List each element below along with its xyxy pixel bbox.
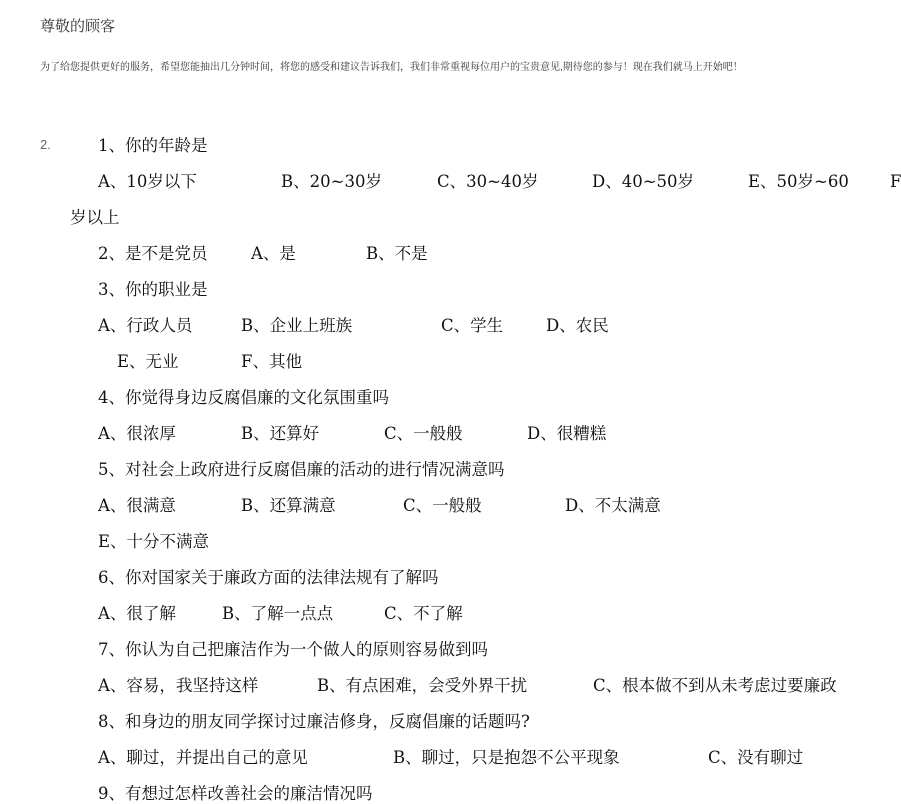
q1-option-d: D、40~50岁 (592, 172, 695, 191)
q7-option-a: A、容易，我坚持这样 (98, 676, 259, 695)
q4-option-d: D、很糟糕 (527, 424, 607, 443)
q5-option-e: E、十分不满意 (98, 532, 210, 551)
q1-option-c: C、30~40岁 (437, 172, 539, 191)
q5-option-b: B、还算满意 (241, 496, 336, 515)
q6-option-b: B、了解一点点 (222, 604, 334, 623)
q1-option-b: B、20~30岁 (281, 172, 382, 191)
q3-option-f: F、其他 (241, 352, 302, 371)
q7-option-b: B、有点困难，会受外界干扰 (317, 676, 528, 695)
q3-option-c: C、学生 (441, 316, 504, 335)
q7-option-c: C、根本做不到从未考虑过要廉政 (593, 676, 837, 695)
q1-option-f: F (890, 172, 901, 191)
q1-option-f-continued: 岁以上 (70, 208, 120, 227)
q3-option-b: B、企业上班族 (241, 316, 353, 335)
question-6: 6、你对国家关于廉政方面的法律法规有了解吗 (98, 568, 439, 587)
list-number: 2. (40, 137, 51, 152)
q5-option-a: A、很满意 (98, 496, 176, 515)
q3-option-e: E、无业 (117, 352, 179, 371)
q8-option-b: B、聊过，只是抱怨不公平现象 (393, 748, 620, 767)
question-7: 7、你认为自己把廉洁作为一个做人的原则容易做到吗 (98, 640, 488, 659)
q2-option-b: B、不是 (366, 244, 428, 263)
q1-option-e: E、50岁~60 (748, 172, 849, 191)
question-2: 2、是不是党员 (98, 244, 208, 263)
q3-option-a: A、行政人员 (98, 316, 193, 335)
question-1: 1、你的年龄是 (98, 136, 208, 155)
q5-option-d: D、不太满意 (565, 496, 661, 515)
question-8: 8、和身边的朋友同学探讨过廉洁修身，反腐倡廉的话题吗? (98, 712, 530, 731)
q8-option-a: A、聊过，并提出自己的意见 (98, 748, 308, 767)
q4-option-c: C、一般般 (384, 424, 463, 443)
question-3: 3、你的职业是 (98, 280, 208, 299)
q8-option-c: C、没有聊过 (708, 748, 804, 767)
greeting-heading: 尊敬的顾客 (40, 18, 116, 35)
q2-option-a: A、是 (251, 244, 296, 263)
question-5: 5、对社会上政府进行反腐倡廉的活动的进行情况满意吗 (98, 460, 505, 479)
q4-option-b: B、还算好 (241, 424, 320, 443)
intro-paragraph: 为了给您提供更好的服务，希望您能抽出几分钟时间，将您的感受和建议告诉我们，我们非常重视每位用户的宝贵意见,期待您的参与！现在我们就马上开始吧！ (40, 62, 743, 73)
q6-option-a: A、很了解 (98, 604, 176, 623)
question-4: 4、你觉得身边反腐倡廉的文化氛围重吗 (98, 388, 389, 407)
q3-option-d: D、农民 (546, 316, 609, 335)
q4-option-a: A、很浓厚 (98, 424, 176, 443)
q6-option-c: C、不了解 (384, 604, 463, 623)
q5-option-c: C、一般般 (403, 496, 482, 515)
question-9: 9、有想过怎样改善社会的廉洁情况吗 (98, 784, 373, 803)
q1-option-a: A、10岁以下 (98, 172, 197, 191)
